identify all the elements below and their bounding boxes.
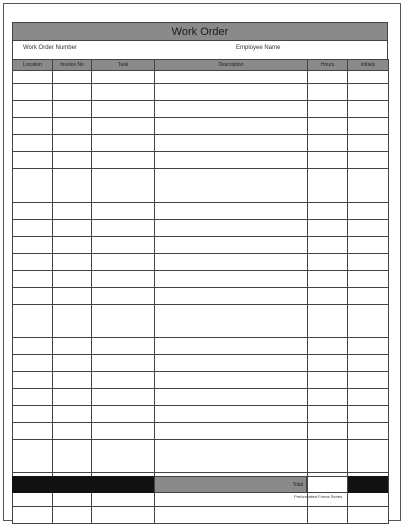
table-cell[interactable] — [348, 355, 389, 372]
table-cell[interactable] — [155, 389, 308, 406]
table-cell[interactable] — [53, 389, 92, 406]
table-cell[interactable] — [53, 372, 92, 389]
table-cell[interactable] — [53, 423, 92, 440]
table-row — [13, 389, 389, 406]
table-cell[interactable] — [155, 355, 308, 372]
table-row — [13, 507, 389, 524]
table-cell[interactable] — [92, 355, 155, 372]
table-cell[interactable] — [53, 271, 92, 288]
table-cell[interactable] — [92, 406, 155, 423]
table-cell[interactable] — [92, 305, 155, 338]
table-cell[interactable] — [13, 237, 53, 254]
table-cell[interactable] — [348, 305, 389, 338]
table-cell[interactable] — [92, 101, 155, 118]
table-cell[interactable] — [155, 118, 308, 135]
table-footer — [12, 476, 388, 493]
table-cell[interactable] — [13, 423, 53, 440]
table-cell[interactable] — [92, 220, 155, 237]
table-row — [13, 84, 389, 101]
table-cell[interactable] — [308, 237, 348, 254]
table-cell[interactable] — [13, 203, 53, 220]
table-cell[interactable] — [53, 288, 92, 305]
table-cell[interactable] — [53, 135, 92, 152]
table-cell[interactable] — [155, 507, 308, 524]
table-cell[interactable] — [13, 254, 53, 271]
table-cell[interactable] — [348, 288, 389, 305]
table-cell[interactable] — [348, 440, 389, 473]
work-order-table — [12, 59, 388, 524]
table-cell[interactable] — [308, 305, 348, 338]
table-cell[interactable] — [92, 135, 155, 152]
table-cell[interactable] — [155, 271, 308, 288]
table-cell[interactable] — [155, 237, 308, 254]
table-cell[interactable] — [13, 135, 53, 152]
table-cell[interactable] — [53, 237, 92, 254]
table-cell[interactable] — [348, 254, 389, 271]
table-cell[interactable] — [308, 152, 348, 169]
table-cell[interactable] — [92, 169, 155, 203]
table-cell[interactable] — [348, 118, 389, 135]
table-cell[interactable] — [308, 338, 348, 355]
table-cell[interactable] — [92, 254, 155, 271]
table-cell[interactable] — [155, 305, 308, 338]
table-row — [13, 101, 389, 118]
table-cell[interactable] — [308, 71, 348, 84]
table-cell[interactable] — [308, 372, 348, 389]
table-cell[interactable] — [308, 169, 348, 203]
table-cell[interactable] — [348, 203, 389, 220]
table-cell[interactable] — [308, 507, 348, 524]
table-row — [13, 220, 389, 237]
table-row — [13, 169, 389, 203]
table-row — [13, 254, 389, 271]
table-cell[interactable] — [92, 389, 155, 406]
table-cell[interactable] — [155, 135, 308, 152]
table-cell[interactable] — [92, 440, 155, 473]
footer-note: Preformatted Forms Series — [294, 494, 343, 499]
table-cell[interactable] — [53, 71, 92, 84]
employee-name-label: Employee Name — [236, 45, 281, 51]
table-cell[interactable] — [13, 101, 53, 118]
table-row — [13, 271, 389, 288]
column-header: Initials — [348, 60, 389, 71]
table-cell[interactable] — [92, 152, 155, 169]
table-cell[interactable] — [92, 338, 155, 355]
table-cell[interactable] — [53, 338, 92, 355]
table-cell[interactable] — [92, 237, 155, 254]
table-cell[interactable] — [53, 152, 92, 169]
table-cell[interactable] — [155, 220, 308, 237]
table-cell[interactable] — [308, 135, 348, 152]
table-cell[interactable] — [13, 406, 53, 423]
table-cell[interactable] — [13, 372, 53, 389]
table-cell[interactable] — [13, 440, 53, 473]
table-row — [13, 355, 389, 372]
column-header: Description — [155, 60, 308, 71]
table-cell[interactable] — [308, 288, 348, 305]
table-cell[interactable] — [348, 237, 389, 254]
table-cell[interactable] — [53, 169, 92, 203]
table-cell[interactable] — [53, 203, 92, 220]
table-cell[interactable] — [92, 288, 155, 305]
table-cell[interactable] — [155, 338, 308, 355]
table-cell[interactable] — [348, 135, 389, 152]
table-cell[interactable] — [92, 203, 155, 220]
table-cell[interactable] — [308, 118, 348, 135]
table-cell[interactable] — [13, 152, 53, 169]
table-cell[interactable] — [53, 440, 92, 473]
column-header: Hours — [308, 60, 348, 71]
table-cell[interactable] — [13, 71, 53, 84]
table-cell[interactable] — [92, 71, 155, 84]
table-cell[interactable] — [53, 406, 92, 423]
table-row — [13, 288, 389, 305]
table-cell[interactable] — [155, 423, 308, 440]
column-header: Invoice No — [53, 60, 92, 71]
table-cell[interactable] — [308, 84, 348, 101]
column-header: Location — [13, 60, 53, 71]
table-cell[interactable] — [155, 84, 308, 101]
footer-black-band — [12, 476, 154, 493]
table-cell[interactable] — [92, 118, 155, 135]
table-cell[interactable] — [348, 423, 389, 440]
table-cell[interactable] — [348, 152, 389, 169]
table-cell[interactable] — [155, 169, 308, 203]
table-cell[interactable] — [348, 372, 389, 389]
table-row — [13, 305, 389, 338]
table-cell[interactable] — [155, 372, 308, 389]
table-cell[interactable] — [13, 220, 53, 237]
table-cell[interactable] — [155, 203, 308, 220]
table-cell[interactable] — [308, 101, 348, 118]
table-cell[interactable] — [13, 84, 53, 101]
table-cell[interactable] — [155, 71, 308, 84]
table-cell[interactable] — [13, 338, 53, 355]
table-row — [13, 203, 389, 220]
table-cell[interactable] — [53, 305, 92, 338]
table-cell[interactable] — [155, 406, 308, 423]
table-cell[interactable] — [13, 118, 53, 135]
table-cell[interactable] — [92, 507, 155, 524]
table-cell[interactable] — [13, 288, 53, 305]
table-cell[interactable] — [155, 101, 308, 118]
table-row — [13, 372, 389, 389]
table-cell[interactable] — [308, 271, 348, 288]
table-cell[interactable] — [92, 423, 155, 440]
table-cell[interactable] — [53, 355, 92, 372]
table-cell[interactable] — [92, 372, 155, 389]
work-order-number-label: Work Order Number — [23, 45, 77, 51]
table-header-row — [13, 60, 389, 71]
table-row — [13, 135, 389, 152]
table-cell[interactable] — [13, 507, 53, 524]
table-cell[interactable] — [13, 169, 53, 203]
table-cell[interactable] — [308, 389, 348, 406]
table-cell[interactable] — [308, 440, 348, 473]
table-row — [13, 71, 389, 84]
form-title-text: Work Order — [171, 25, 229, 38]
table-cell[interactable] — [155, 288, 308, 305]
table-cell[interactable] — [53, 101, 92, 118]
table-cell[interactable] — [308, 220, 348, 237]
table-cell[interactable] — [348, 220, 389, 237]
total-label: Total — [292, 481, 303, 488]
table-cell[interactable] — [308, 254, 348, 271]
table-cell[interactable] — [53, 507, 92, 524]
table-row — [13, 423, 389, 440]
table-row — [13, 440, 389, 473]
table-cell[interactable] — [348, 84, 389, 101]
footer-black-band-right — [348, 476, 388, 493]
table-cell[interactable] — [53, 220, 92, 237]
table-cell[interactable] — [13, 271, 53, 288]
table-cell[interactable] — [155, 254, 308, 271]
table-row — [13, 338, 389, 355]
table-cell[interactable] — [348, 101, 389, 118]
table-cell[interactable] — [348, 389, 389, 406]
table-cell[interactable] — [53, 118, 92, 135]
table-cell[interactable] — [348, 406, 389, 423]
table-cell[interactable] — [308, 203, 348, 220]
total-label-cell — [154, 476, 307, 493]
table-cell[interactable] — [92, 84, 155, 101]
total-hours-field[interactable] — [307, 476, 348, 493]
table-cell[interactable] — [348, 169, 389, 203]
table-cell[interactable] — [348, 271, 389, 288]
table-cell[interactable] — [348, 507, 389, 524]
table-row — [13, 118, 389, 135]
table-cell[interactable] — [308, 355, 348, 372]
table-cell[interactable] — [13, 305, 53, 338]
table-row — [13, 237, 389, 254]
table-cell[interactable] — [308, 423, 348, 440]
table-cell[interactable] — [13, 389, 53, 406]
table-cell[interactable] — [13, 355, 53, 372]
table-cell[interactable] — [155, 152, 308, 169]
table-cell[interactable] — [53, 254, 92, 271]
info-row — [12, 41, 388, 59]
table-row — [13, 406, 389, 423]
table-row — [13, 152, 389, 169]
column-header: Task — [92, 60, 155, 71]
table-cell[interactable] — [155, 440, 308, 473]
form-title — [12, 22, 388, 41]
table-cell[interactable] — [92, 271, 155, 288]
table-cell[interactable] — [308, 406, 348, 423]
table-cell[interactable] — [348, 71, 389, 84]
table-cell[interactable] — [53, 84, 92, 101]
table-cell[interactable] — [348, 338, 389, 355]
